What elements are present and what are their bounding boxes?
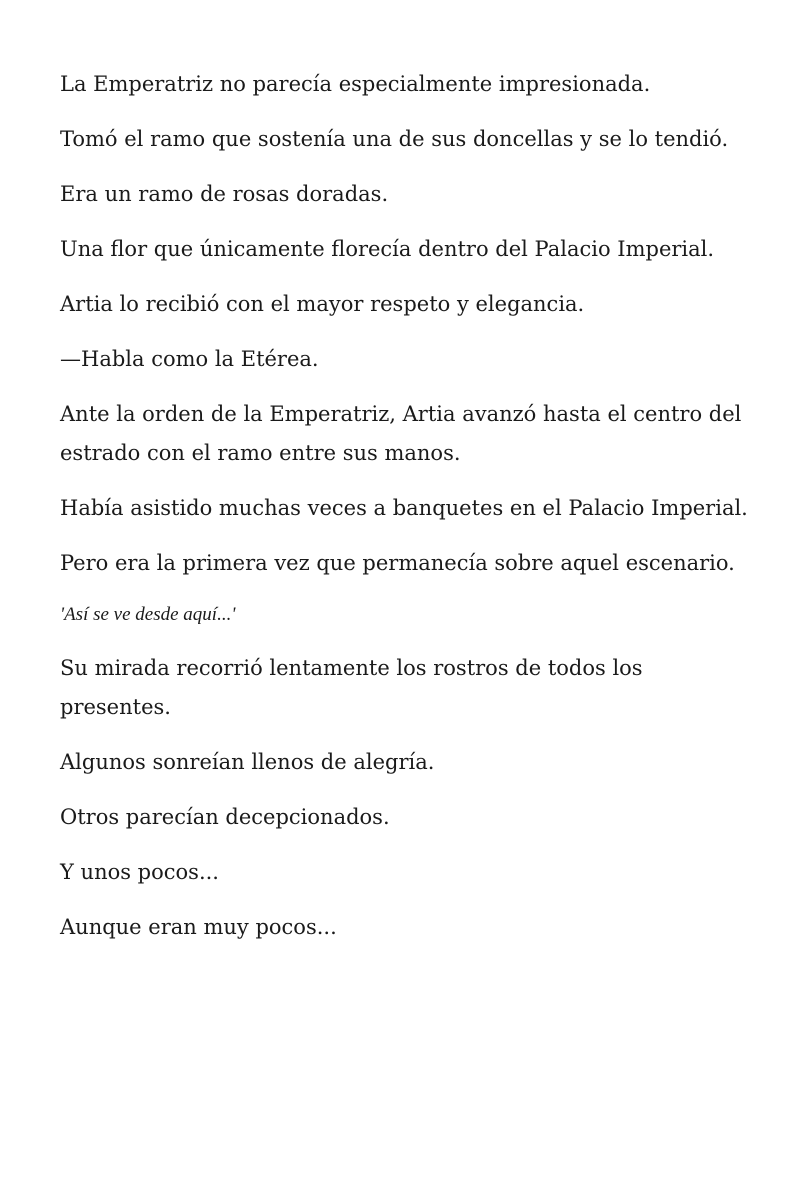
- paragraph: Artia lo recibió con el mayor respeto y elegancia.: [60, 292, 585, 316]
- paragraph: Era un ramo de rosas doradas.: [60, 182, 389, 206]
- paragraph: Algunos sonreían llenos de alegría.: [60, 750, 435, 774]
- paragraph: Pero era la primera vez que permanecía sobre aquel escenario.: [60, 551, 735, 575]
- document-body: [60, 65, 750, 963]
- paragraph: Tomó el ramo que sostenía una de sus doncellas y se lo tendió.: [60, 127, 729, 151]
- inner-thought: 'Así se ve desde aquí...': [60, 604, 236, 625]
- paragraph: Otros parecían decepcionados.: [60, 805, 390, 829]
- paragraph: Su mirada recorrió lentamente los rostros de todos los presentes.: [60, 656, 643, 719]
- paragraph: Aunque eran muy pocos...: [60, 915, 337, 939]
- dialogue-line: —Habla como la Etérea.: [60, 347, 319, 371]
- paragraph: Ante la orden de la Emperatriz, Artia avanzó hasta el centro del estrado con el ramo entre sus manos.: [60, 402, 742, 465]
- paragraph: La Emperatriz no parecía especialmente impresionada.: [60, 72, 651, 96]
- paragraph: Una flor que únicamente florecía dentro del Palacio Imperial.: [60, 237, 715, 261]
- paragraph: Había asistido muchas veces a banquetes en el Palacio Imperial.: [60, 496, 748, 520]
- paragraph: Y unos pocos...: [60, 860, 219, 884]
